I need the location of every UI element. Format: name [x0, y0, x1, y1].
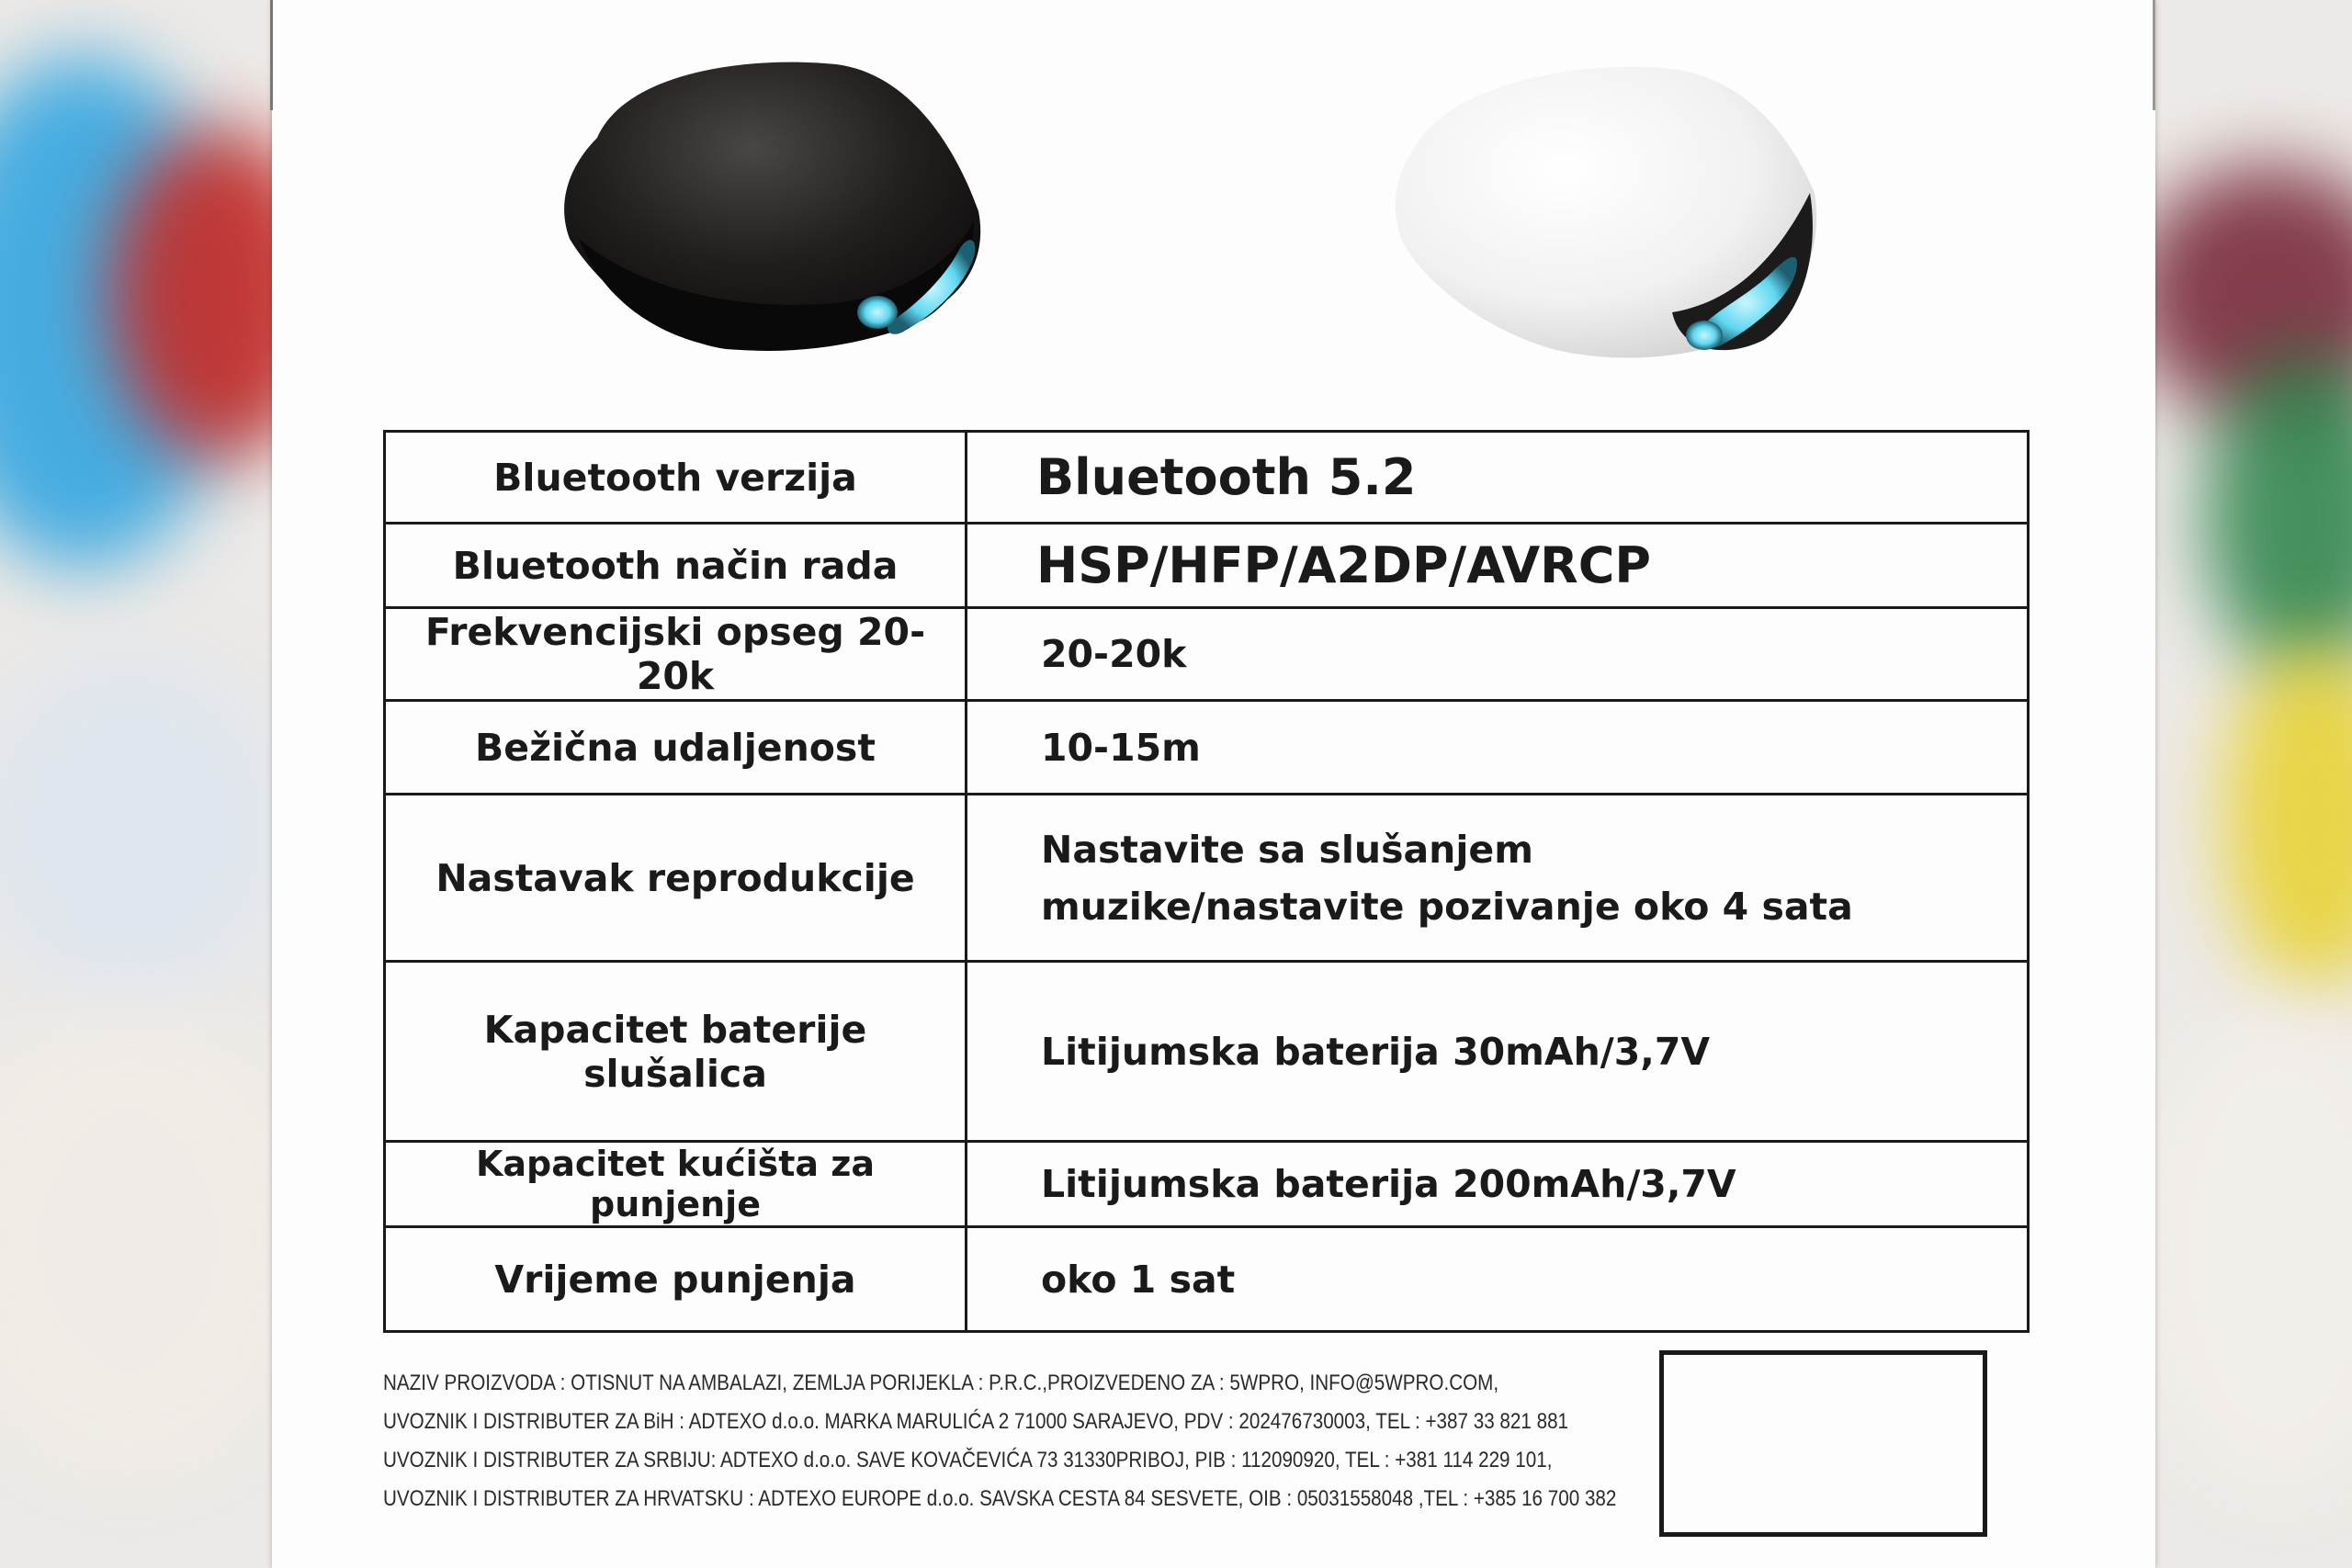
- table-row: [385, 1142, 2029, 1227]
- white-case-image: [1378, 37, 1828, 367]
- spec-label: Bežična udaljenost: [385, 701, 967, 795]
- table-row: [385, 795, 2029, 962]
- footer-line: NAZIV PROIZVODA : OTISNUT NA AMBALAZI, ZEMLJA PORIJEKLA : P.R.C.,PROIZVEDENO ZA : 5WPRO, INFO@5WPRO.COM,: [383, 1371, 1499, 1395]
- spec-value-line: Nastavite sa slušanjem: [1041, 827, 1533, 872]
- spec-value: Bluetooth 5.2: [967, 432, 2029, 524]
- empty-label-box: [1659, 1350, 1987, 1537]
- table-row: [385, 524, 2029, 608]
- table-row: [385, 701, 2029, 795]
- table-row: [385, 962, 2029, 1142]
- card-left-edge: [270, 0, 273, 110]
- spec-value: [967, 795, 2029, 962]
- black-case-image: [542, 37, 992, 367]
- table-row: [385, 608, 2029, 701]
- spec-label: Vrijeme punjenja: [385, 1227, 967, 1332]
- footer-legal-text: [383, 1364, 1617, 1518]
- footer-line: UVOZNIK I DISTRIBUTER ZA SRBIJU: ADTEXO d.o.o. SAVE KOVAČEVIĆA 73 31330PRIBOJ, PIB : 112090920, TEL : +381 114 229 101,: [383, 1448, 1553, 1472]
- spec-value: oko 1 sat: [967, 1227, 2029, 1332]
- spec-value: 10-15m: [967, 701, 2029, 795]
- footer-line: UVOZNIK I DISTRIBUTER ZA BiH : ADTEXO d.o.o. MARKA MARULIĆA 2 71000 SARAJEVO, PDV : 202476730003, TEL : +387 33 821 881: [383, 1409, 1569, 1434]
- spec-table: [383, 430, 2030, 1333]
- spec-label: Bluetooth verzija: [385, 432, 967, 524]
- spec-label: Bluetooth način rada: [385, 524, 967, 608]
- spec-value: HSP/HFP/A2DP/AVRCP: [967, 524, 2029, 608]
- spec-value-line: muzike/nastavite pozivanje oko 4 sata: [1041, 884, 1853, 929]
- table-row: [385, 432, 2029, 524]
- spec-label: Frekvencijski opseg 20-20k: [385, 608, 967, 701]
- spec-label: Nastavak reprodukcije: [385, 795, 967, 962]
- spec-label: Kapacitet kućišta za punjenje: [385, 1142, 967, 1227]
- table-row: [385, 1227, 2029, 1332]
- card-right-edge: [2153, 0, 2155, 110]
- spec-value: Litijumska baterija 200mAh/3,7V: [967, 1142, 2029, 1227]
- spec-value: 20-20k: [967, 608, 2029, 701]
- footer-line: UVOZNIK I DISTRIBUTER ZA HRVATSKU : ADTEXO EUROPE d.o.o. SAVSKA CESTA 84 SESVETE, OIB : 05031558048 ,TEL : +385 16 700 382: [383, 1486, 1617, 1511]
- spec-value: Litijumska baterija 30mAh/3,7V: [967, 962, 2029, 1142]
- spec-label: Kapacitet baterije slušalica: [385, 962, 967, 1142]
